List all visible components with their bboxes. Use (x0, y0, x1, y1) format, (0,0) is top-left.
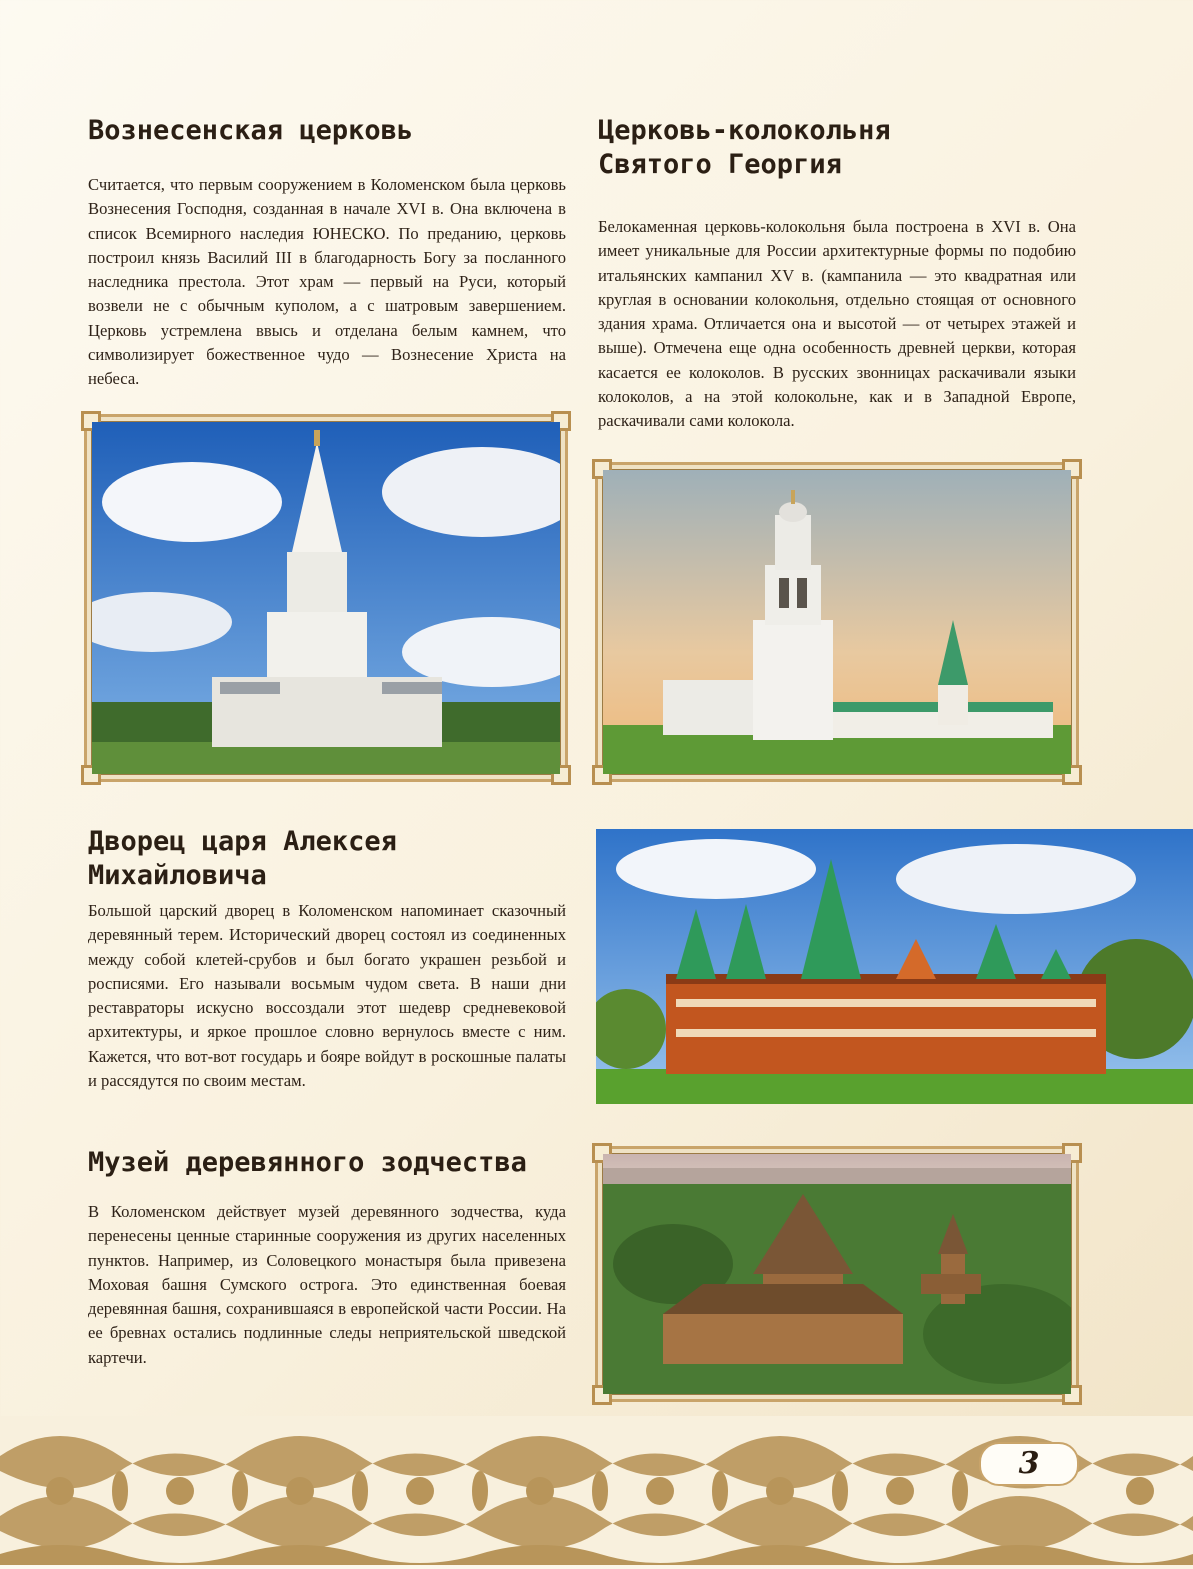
section-title: Церковь-колокольня Святого Георгия (598, 115, 891, 180)
section-text: В Коломенском действует музей деревянного зодчества, куда перенесены ценные старинные сооружения из других населенных пунктов. Например, из Соловецкого монастыря была привезена Моховая башня Сумского острога. Это единственная боевая деревянная башня, сохранившаяся в европейской части России. На ее бревнах остались подлинные следы неприятельской шведской картечи. (88, 1202, 566, 1367)
section-tsar-palace (88, 825, 566, 1093)
section-text: Белокаменная церковь-колокольня была построена в XVI в. Она имеет уникальные для России архитектурные формы по подобию итальянских кампанил XV в. (кампанила — это квадратная или круглая в основании колокольня, отдельно стоящая от основного здания храма. Отличается она и высотой — от четырех этажей и выше). Отмечена еще одна особенность древней церкви, которая касается ее колоколов. В русских звонницах раскачивали языки колоколов, а на этой колокольне, как и в Западной Европе, раскачивали сами колокола. (598, 217, 1076, 431)
section-text: Считается, что первым сооружением в Коломенском была церковь Вознесения Господня, созданная в начале XVI в. Она включена в список Всемирного наследия ЮНЕСКО. По преданию, церковь построил князь Василий III в благодарность Богу за посланного наследника престола. Этот храм — первый на Руси, который возвели не с обычным куполом, а с шатровым завершением. Церковь устремлена ввысь и отделана белым камнем, что символизирует божественное чудо — Вознесение Христа на небеса. (88, 175, 566, 389)
section-wooden-architecture-museum (88, 1146, 566, 1370)
section-st-george-bell-tower (598, 114, 1076, 434)
photo-bell-tower (603, 470, 1071, 774)
section-title: Музей деревянного зодчества (88, 1147, 527, 1178)
section-title: Дворец царя Алексея Михайловича (88, 826, 397, 891)
section-ascension-church (88, 114, 566, 392)
photo-tsar-palace (596, 829, 1193, 1104)
section-text: Большой царский дворец в Коломенском напоминает сказочный деревянный терем. Исторический дворец состоял из соединенных между собой клетей-срубов и был богато украшен резьбой и росписями. Его называли восьмым чудом света. В наши дни реставраторы искусно воссоздали этот шедевр средневековой архитектуры, и яркое прошлое словно вернулось вместе с ним. Кажется, что вот-вот государь и бояре войдут в роскошные палаты и рассядутся по своим местам. (88, 901, 566, 1091)
floral-ornament-border (0, 1416, 1193, 1565)
section-title: Вознесенская церковь (88, 115, 414, 146)
photo-ascension-church (92, 422, 560, 774)
page-number: 3 (979, 1442, 1079, 1486)
photo-wooden-museum (603, 1154, 1071, 1394)
